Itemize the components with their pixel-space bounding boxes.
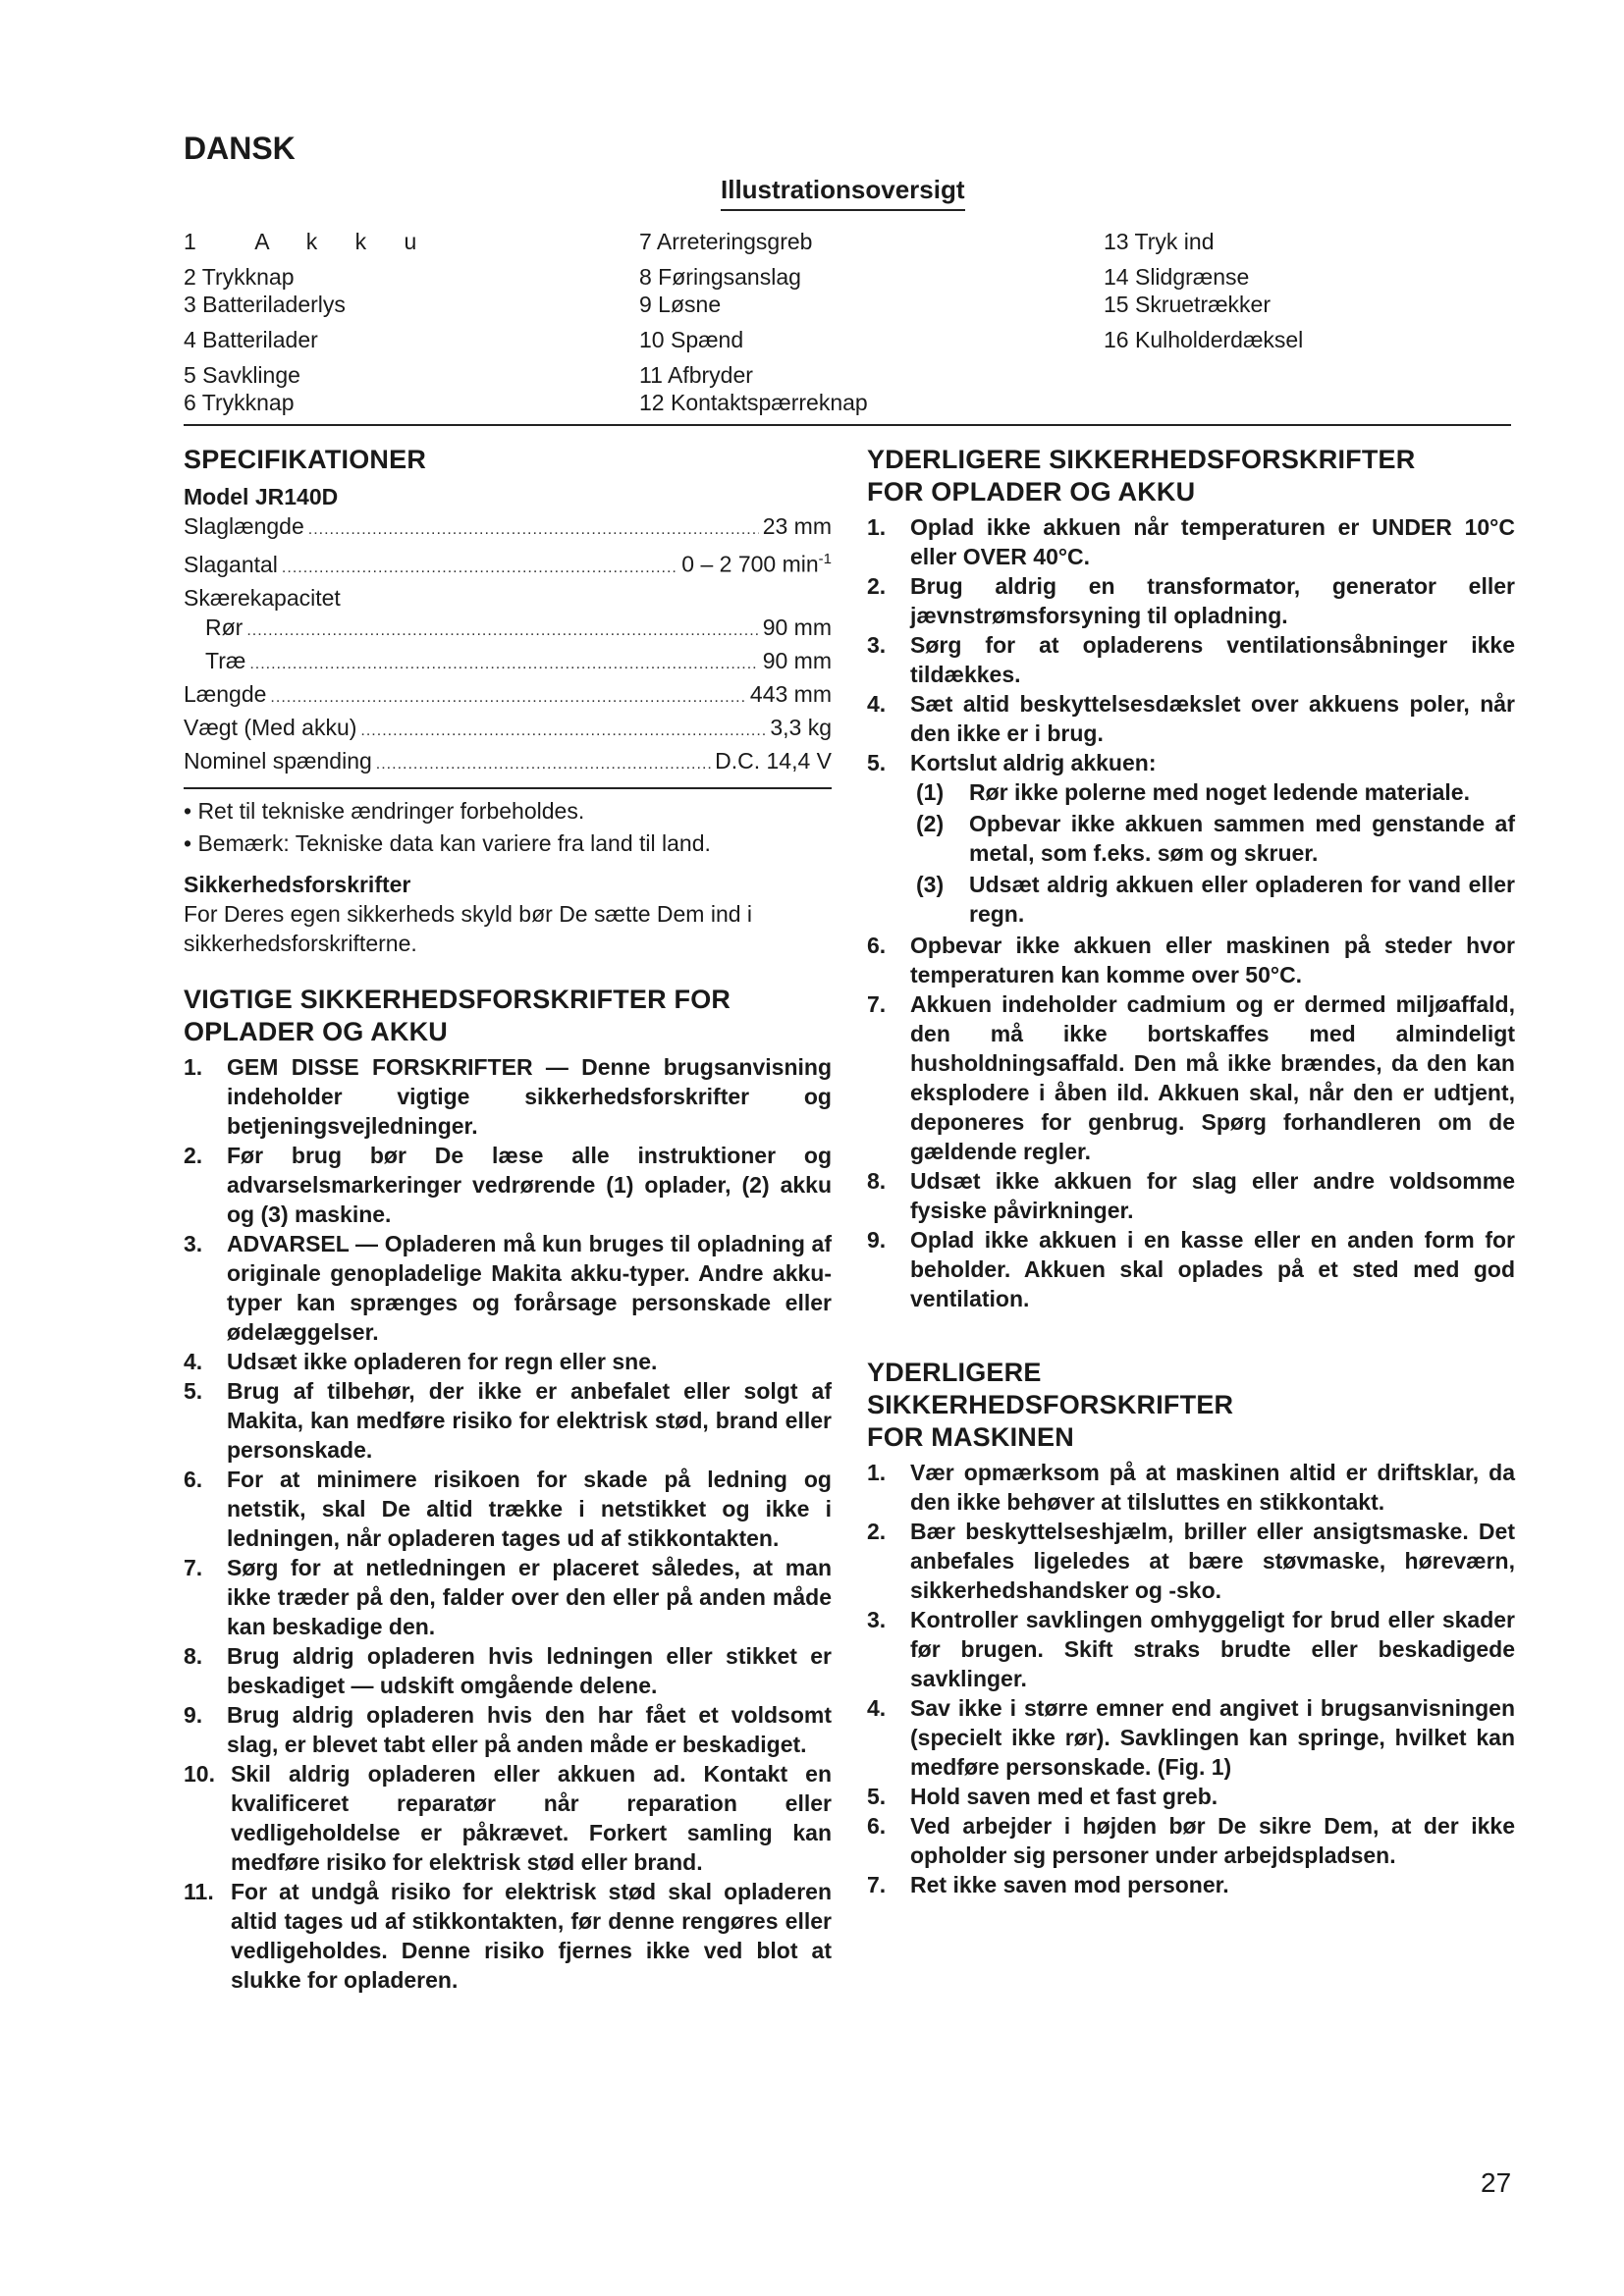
spec-label: Længde xyxy=(184,680,267,707)
spec-value: 0 – 2 700 min xyxy=(681,551,819,577)
list-item: 7. Sørg for at netledningen er placeret således, at man ikke træder på den, falder over den eller på anden måde kan beskadige den. xyxy=(184,1554,832,1639)
spec-value: 90 mm xyxy=(762,614,832,640)
section-divider xyxy=(184,424,1511,426)
machine-title-line-3: FOR MASKINEN xyxy=(867,1422,1074,1452)
list-item: 5. Brug af tilbehør, der ikke er anbefalet eller solgt af Makita, kan medføre risiko for elektrisk stød, brand eller personskade. xyxy=(184,1377,832,1463)
illustration-item: 9 Løsne xyxy=(639,292,722,317)
model-name: Model JR140D xyxy=(184,484,339,509)
illustration-item: 6 Trykknap xyxy=(184,390,295,415)
illustration-title: Illustrationsoversigt xyxy=(721,175,965,211)
sub-list-item: (2) Opbevar ikke akkuen sammen med genstande af metal, som f.eks. søm og skruer. xyxy=(916,811,1515,866)
spec-label: Slaglængde xyxy=(184,513,304,539)
illustration-item: 11 Afbryder xyxy=(639,362,753,388)
illustration-list-1 xyxy=(184,228,432,416)
list-item: 4. Sav ikke i større emner end angivet i brugsanvisningen (specielt ikke rør). Savklingen kan springe, hvilket kan medføre personskade. (Fig. 1) xyxy=(867,1695,1515,1780)
list-item: 5. Kortslut aldrig akkuen: xyxy=(867,750,1157,775)
spec-label: Træ xyxy=(205,647,246,673)
list-item: 9. Oplad ikke akkuen i en kasse eller en anden form for beholder. Akkuen skal oplades på et sted med god ventilation. xyxy=(867,1227,1515,1311)
list-item: 1. Oplad ikke akkuen når temperaturen er UNDER 10°C eller OVER 40°C. xyxy=(867,514,1515,569)
list-item: 11. For at undgå risiko for elektrisk stød skal opladeren altid tages ud af stikkontakten, før denne rengøres eller vedligeholdes. Denne risiko fjernes ikke ved blot at slukke for opladeren. xyxy=(184,1878,832,1993)
illustration-item: 14 Slidgrænse xyxy=(1104,264,1250,290)
spec-label: Nominel spænding xyxy=(184,747,372,774)
charger-title-line-2: FOR OPLADER OG AKKU xyxy=(867,477,1196,507)
illustration-item: 8 Føringsanslag xyxy=(639,264,801,290)
list-item: 7. Ret ikke saven mod personer. xyxy=(867,1872,1229,1897)
illustration-item: 2 Trykknap xyxy=(184,264,295,290)
illustration-list-3 xyxy=(1104,228,1303,353)
left-column xyxy=(184,444,832,1995)
list-item: 1. Vær opmærksom på at maskinen altid er driftsklar, da den ikke behøver at tilsluttes en stikkontakt. xyxy=(867,1460,1515,1515)
list-item: 7. Akkuen indeholder cadmium og er dermed miljøaffald, den må ikke bortskaffes med almindeligt husholdningsaffald. Den må ikke brændes, da den kan eksplodere i åben ild. Akkuen skal, når den er udtjent, deponeres for genbrug. Spørg forhandleren om de gældende regler. xyxy=(867,991,1515,1164)
spec-row xyxy=(184,679,832,713)
illustration-item: 15 Skruetrækker xyxy=(1104,292,1272,317)
spec-value-exponent: -1 xyxy=(818,551,832,567)
spec-label: Rør xyxy=(205,614,244,640)
specs-title: SPECIFIKATIONER xyxy=(184,445,427,474)
list-item: 6. For at minimere risikoen for skade på ledning og netstik, skal De altid trække i netstikket og ikke i ledningen, når opladeren tages ud af stikkontakten. xyxy=(184,1466,832,1551)
spec-value: D.C. 14,4 V xyxy=(715,747,832,774)
spec-divider xyxy=(184,787,832,789)
list-item: 8. Udsæt ikke akkuen for slag eller andre voldsomme fysiske påvirkninger. xyxy=(867,1168,1515,1223)
list-item: 3. Kontroller savklingen omhyggeligt for brud eller skader før brugen. Skift straks brudte eller beskadigede savklinger. xyxy=(867,1607,1515,1691)
list-item: 9. Brug aldrig opladeren hvis den har fået et voldsomt slag, er blevet tabt eller på anden måde er beskadiget. xyxy=(184,1701,832,1757)
spec-note: • Bemærk: Tekniske data kan variere fra land til land. xyxy=(184,829,711,856)
illustration-item: 5 Savklinge xyxy=(184,362,300,388)
spec-row xyxy=(184,613,832,646)
list-item: 2. Bær beskyttelseshjælm, briller eller ansigtsmaske. Det anbefales ligeledes at bære støvmaske, høreværn, sikkerhedshandsker og -sko. xyxy=(867,1519,1515,1603)
list-item: 3. ADVARSEL — Opladeren må kun bruges til opladning af originale genopladelige Makita akku-typer. Andre akku-typer kan sprænges og forårsage personskade eller ødelæggelser. xyxy=(184,1230,832,1345)
list-item: 4. Udsæt ikke opladeren for regn eller sne. xyxy=(184,1348,658,1374)
spec-row xyxy=(184,545,832,583)
list-item: 6. Ved arbejder i højden bør De sikre Dem, at der ikke opholder sig personer under arbejdspladsen. xyxy=(867,1813,1515,1868)
safety-text: For Deres egen sikkerheds skyld bør De sætte Dem ind i sikkerhedsforskrifterne. xyxy=(184,900,753,956)
spec-value: 90 mm xyxy=(762,647,832,673)
list-item: 10. Skil aldrig opladeren eller akkuen ad. Kontakt en kvalificeret reparatør når reparation eller vedligeholdelse er påkrævet. Forkert samling kan medføre risiko for elektrisk stød eller brand. xyxy=(184,1760,832,1875)
sub-list-item: (1) Rør ikke polerne med noget ledende materiale. xyxy=(916,779,1470,805)
illustration-item: 4 Batterilader xyxy=(184,327,318,352)
charger-title-line-1: YDERLIGERE SIKKERHEDSFORSKRIFTER xyxy=(867,445,1416,474)
list-item: 6. Opbevar ikke akkuen eller maskinen på steder hvor temperaturen kan komme over 50°C. xyxy=(867,933,1515,988)
important-list xyxy=(184,1052,832,1995)
spec-value: 443 mm xyxy=(749,680,832,707)
illustration-item: 10 Spænd xyxy=(639,327,744,352)
list-item: 2. Før brug bør De læse alle instruktioner og advarselsmarkeringer vedrørende (1) oplader, (2) akku og (3) maskine. xyxy=(184,1142,832,1227)
illustration-list-2 xyxy=(639,228,868,416)
list-item: 1. GEM DISSE FORSKRIFTER — Denne brugsanvisning indeholder vigtige sikkerhedsforskrifter og betjeningsvejledninger. xyxy=(184,1053,832,1139)
spec-label: Vægt (Med akku) xyxy=(184,714,357,740)
illustration-item: 12 Kontaktspærreknap xyxy=(639,390,868,415)
spec-row xyxy=(184,713,832,746)
spec-value: 23 mm xyxy=(762,513,832,539)
page-number: 27 xyxy=(1481,2167,1512,2198)
machine-title-line-2: SIKKERHEDSFORSKRIFTER xyxy=(867,1390,1234,1419)
illustration-item: 3 Batteriladerlys xyxy=(184,292,346,317)
illustration-item: 7 Arreteringsgreb xyxy=(639,229,813,254)
sub-list-item: (3) Udsæt aldrig akkuen eller opladeren for vand eller regn. xyxy=(916,872,1515,927)
machine-title-line-1: YDERLIGERE xyxy=(867,1358,1042,1387)
list-item: 5. Hold saven med et fast greb. xyxy=(867,1784,1218,1809)
spec-label: Skærekapacitet xyxy=(184,584,341,611)
list-item: 8. Brug aldrig opladeren hvis ledningen eller stikket er beskadiget — udskift omgående delene. xyxy=(184,1642,832,1698)
language-heading: DANSK xyxy=(184,131,296,166)
list-item: 2. Brug aldrig en transformator, generator eller jævnstrømsforsyning til opladning. xyxy=(867,573,1515,628)
spec-value: 3,3 kg xyxy=(770,714,832,740)
spec-row xyxy=(184,511,832,545)
machine-list xyxy=(867,1458,1515,1899)
spec-row xyxy=(184,646,832,679)
illustration-item: 16 Kulholderdæksel xyxy=(1104,327,1304,352)
illustration-item: 1 A k k u xyxy=(184,229,433,254)
charger-list xyxy=(867,512,1515,1313)
list-item: 4. Sæt altid beskyttelsesdækslet over akkuens poler, når den ikke er i brug. xyxy=(867,691,1515,746)
spec-note: • Ret til tekniske ændringer forbeholdes. xyxy=(184,797,585,824)
right-column xyxy=(867,444,1515,1899)
spec-row xyxy=(184,746,832,779)
important-title: VIGTIGE SIKKERHEDSFORSKRIFTER FOR OPLADER OG AKKU xyxy=(184,984,731,1046)
safety-subheading: Sikkerhedsforskrifter xyxy=(184,871,411,897)
list-item: 3. Sørg for at opladerens ventilationsåbninger ikke tildækkes. xyxy=(867,632,1515,687)
illustration-item: 13 Tryk ind xyxy=(1104,229,1215,254)
spec-label: Slagantal xyxy=(184,551,278,577)
spec-row xyxy=(184,583,832,613)
